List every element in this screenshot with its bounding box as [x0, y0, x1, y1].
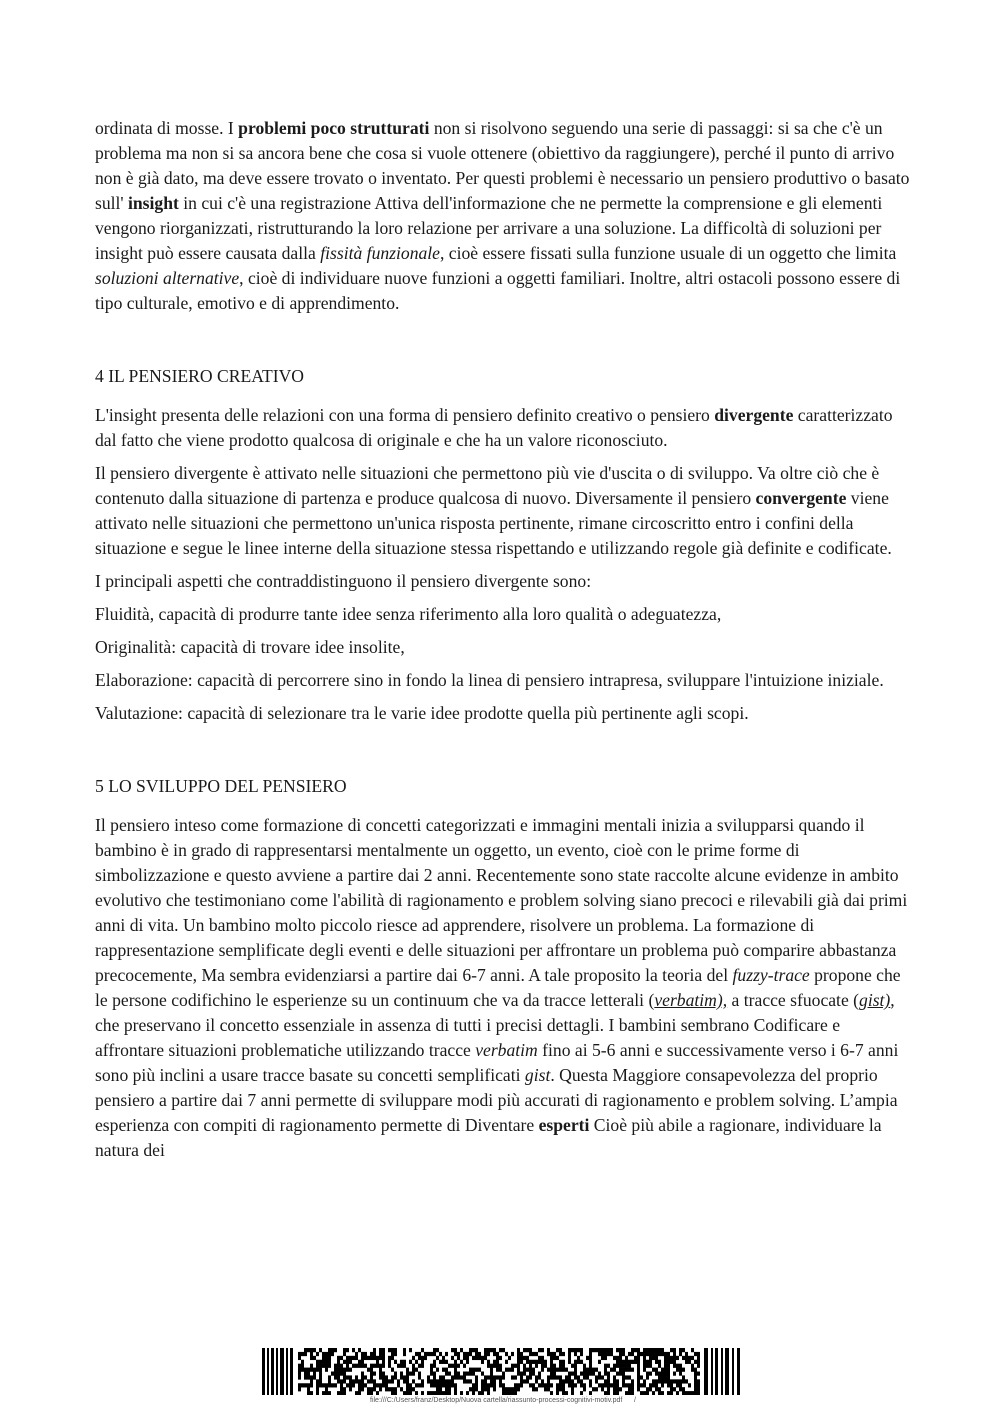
text-run: propone che le persone codifichino le esperienze su un continuum che va da tracce letterali (	[95, 965, 901, 1010]
bold-term: convergente	[755, 488, 847, 508]
text-run: , cioè di individuare nuove funzioni a oggetti familiari. Inoltre, altri ostacoli possono essere di tipo culturale, emotivo e di apprendimento.	[95, 268, 901, 313]
text-run: viene attivato nelle situazioni che permettono un'unica risposta pertinente, rimane circoscritto entro i confini della situazione e segue le linee interne della situazione stessa rispettando e utilizzando regole già definite e codificate.	[95, 488, 892, 558]
text-run: L'insight presenta delle relazioni con una forma di pensiero definito creativo o pensiero	[95, 405, 715, 425]
text-run: Il pensiero divergente è attivato nelle situazioni che permettono più vie d'uscita o di sviluppo. Va oltre ciò che è contenuto dalla situazione di partenza e produce qualcosa di nuovo. Diversamente il pensiero	[95, 463, 880, 508]
underlined-term: verbatim),	[654, 990, 728, 1010]
bold-term: problemi poco strutturati	[238, 118, 430, 138]
barcode-image	[262, 1348, 742, 1395]
section4-paragraph-1	[95, 403, 910, 453]
text-run: non si risolvono seguendo una serie di passaggi: si sa che c'è un problema ma non si sa ancora bene che cosa si vuole ottenere (obiettivo da raggiungere), perché il punto di arrivo non è già dato, ma deve essere trovato o inventato. Per questi problemi è necessario un pensiero produttivo o basato sull'	[95, 118, 910, 213]
section4-paragraph-originalita: Originalità: capacità di trovare idee insolite,	[95, 637, 405, 657]
document-page	[95, 116, 910, 1171]
text-run: in cui c'è una registrazione Attiva dell'informazione che ne permette la comprensione e gli elementi vengono riorganizzati, ristrutturando la loro relazione per arrivare a una soluzione. La difficoltà di soluzioni per insight può essere causata dalla	[95, 193, 883, 263]
file-path-text: file:///C:/Users/franz/Desktop/Nuova cartella/riassunto-processi-cognitivi-motiv.pdf	[370, 1397, 623, 1404]
text-run: , cioè essere fissati sulla funzione usuale di un oggetto che limita	[439, 243, 897, 263]
bold-term: insight	[128, 193, 179, 213]
footer-mark: /	[634, 1397, 636, 1404]
italic-term: fuzzy-trace	[732, 965, 810, 985]
section4-paragraph-3: I principali aspetti che contraddistinguono il pensiero divergente sono:	[95, 571, 592, 591]
italic-term: soluzioni alternative	[95, 268, 240, 288]
footer-file-path	[370, 1397, 636, 1404]
text-run: , che preservano il concetto essenziale in assenza di tutti i precisi dettagli. I bambini sembrano Codificare e affrontare situazioni problematiche utilizzando tracce	[95, 990, 895, 1060]
text-run: caratterizzato dal fatto che viene prodotto qualcosa di originale e che ha un valore riconosciuto.	[95, 405, 893, 450]
text-run: a tracce sfuocate (	[727, 990, 860, 1010]
italic-term: verbatim	[475, 1040, 538, 1060]
intro-paragraph	[95, 116, 910, 316]
bold-term: divergente	[714, 405, 794, 425]
section-heading-5: 5 LO SVILUPPO DEL PENSIERO	[95, 776, 347, 796]
text-run: . Questa Maggiore consapevolezza del proprio pensiero a partire dai 7 anni permette di sviluppare modi più accurati di ragionamento e problem solving. L’ampia esperienza con compiti di ragionamento permette di Diventare	[95, 1065, 898, 1135]
text-run: ordinata di mosse. I	[95, 118, 239, 138]
section4-paragraph-elaborazione: Elaborazione: capacità di percorrere sino in fondo la linea di pensiero intrapresa, sviluppare l'intuizione iniziale.	[95, 670, 884, 690]
section4-paragraph-valutazione: Valutazione: capacità di selezionare tra le varie idee prodotte quella più pertinente agli scopi.	[95, 703, 749, 723]
italic-term: fissità funzionale	[320, 243, 440, 263]
section4-paragraph-2	[95, 461, 910, 561]
text-run: fino ai 5-6 anni e successivamente verso i 6-7 anni sono più inclini a usare tracce basate su concetti semplificati	[95, 1040, 899, 1085]
section-spacer	[95, 734, 910, 774]
italic-term: gist	[524, 1065, 551, 1085]
section4-paragraph-fluidita: Fluidità, capacità di produrre tante idee senza riferimento alla loro qualità o adeguatezza,	[95, 604, 722, 624]
section5-paragraph-1	[95, 813, 910, 1163]
text-run: Cioè più abile a ragionare, individuare la natura dei	[95, 1115, 882, 1160]
section-heading-4: 4 IL PENSIERO CREATIVO	[95, 366, 305, 386]
underlined-term: gist)	[859, 990, 891, 1010]
text-run: Il pensiero inteso come formazione di concetti categorizzati e immagini mentali inizia a svilupparsi quando il bambino è in grado di rappresentarsi mentalmente un oggetto, un evento, cioè con le prime forme di simbolizzazione e questo avviene a partire dai 2 anni. Recentemente sono state raccolte alcune evidenze in ambito evolutivo che testimoniano come l'abilità di ragionamento e problem solving siano precoci e rilevabili già dai primi anni di vita. Un bambino molto piccolo riesce ad apprendere, risolvere un problema. La formazione di rappresentazione semplificate degli eventi e delle situazioni per affrontare un problema può comparire abbastanza precocemente, Ma sembra evidenziarsi a partire dai 6-7 anni. A tale proposito la teoria del	[95, 815, 908, 985]
bold-term: esperti	[538, 1115, 590, 1135]
